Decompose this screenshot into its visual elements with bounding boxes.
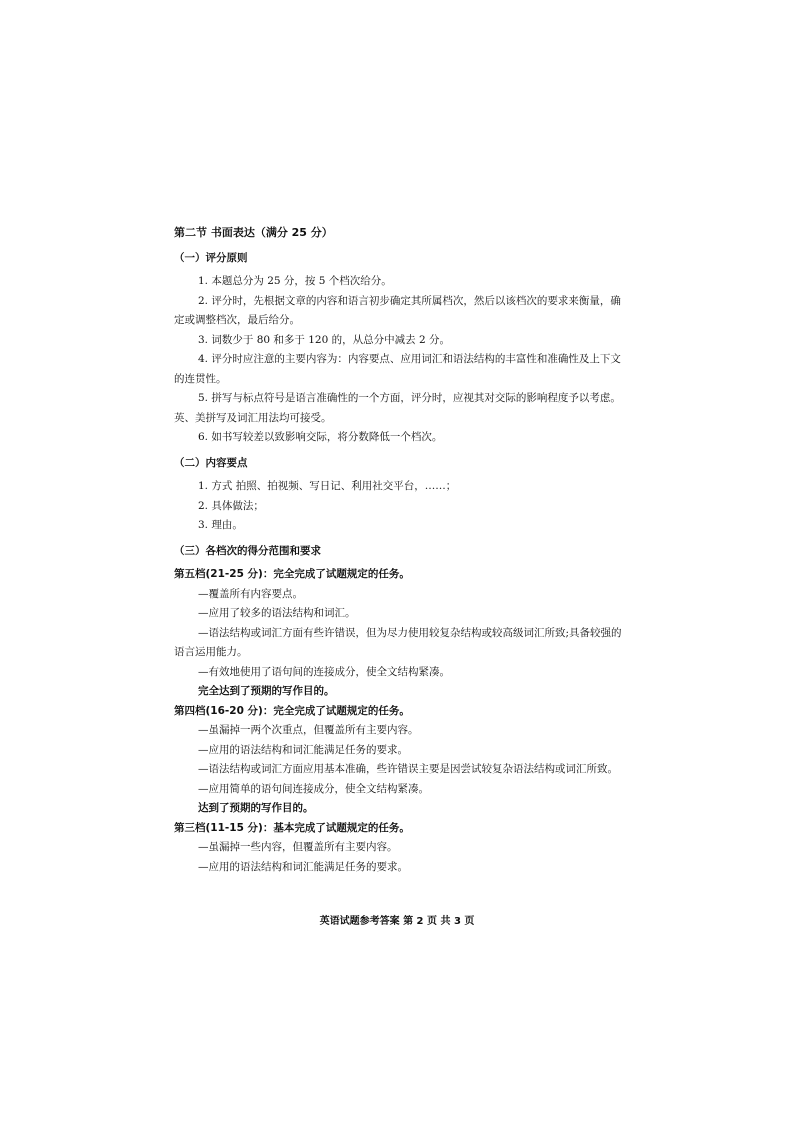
- grade4-title: 第四档(16-20 分)：完全完成了试题规定的任务。: [174, 704, 410, 717]
- grade3-title: 第三档(11-15 分)：基本完成了试题规定的任务。: [174, 821, 410, 834]
- grade4-conclusion: 达到了预期的写作目的。: [198, 802, 314, 814]
- part1-item-2: 2. 评分时，先根据文章的内容和语言初步确定其所属档次，然后以该档次的要求来衡量，确定或调整档次，最后给分。: [174, 294, 621, 326]
- document-body: [174, 223, 624, 877]
- part1-item-5: 5. 拼写与标点符号是语言准确性的一个方面，评分时，应视其对交际的影响程度予以考虑。英、美拼写及词汇用法均可接受。: [174, 392, 621, 424]
- grade3-item-1: —虽漏掉一些内容，但覆盖所有主要内容。: [198, 841, 398, 853]
- part1-item-4: 4. 评分时应注意的主要内容为：内容要点、应用词汇和语法结构的丰富性和准确性及上下文的连贯性。: [174, 353, 621, 385]
- grade4-item-4: —应用简单的语句间连接成分，使全文结构紧凑。: [198, 782, 429, 795]
- grade5-item-3: —语法结构或词汇方面有些许错误，但为尽力使用较复杂结构或较高级词汇所致;具备较强的语言运用能力。: [174, 626, 622, 658]
- grade5-item-2: —应用了较多的语法结构和词汇。: [198, 607, 356, 619]
- part1-heading: （一）评分原则: [174, 251, 248, 264]
- grade5-title: 第五档(21-25 分)：完全完成了试题规定的任务。: [174, 568, 410, 580]
- grade5-conclusion: 完全达到了预期的写作目的。: [198, 685, 335, 697]
- grade3-item-2: —应用的语法结构和词汇能满足任务的要求。: [198, 860, 408, 873]
- grade5-item-4: —有效地使用了语句间的连接成分，使全文结构紧凑。: [198, 665, 450, 678]
- part2-item-1: 1. 方式 拍照、拍视频、写日记、利用社交平台，……；: [198, 480, 457, 492]
- grade4-item-3: —语法结构或词汇方面应用基本准确，些许错误主要是因尝试较复杂语法结构或词汇所致。: [198, 763, 618, 775]
- page-footer: 英语试题参考答案 第 2 页 共 3 页: [319, 916, 475, 927]
- part2-item-3: 3. 理由。: [198, 519, 243, 531]
- section-title: 第二节 书面表达（满分 25 分）: [174, 226, 333, 239]
- part1-item-3: 3. 词数少于 80 和多于 120 的，从总分中减去 2 分。: [198, 333, 450, 346]
- grade4-item-1: —虽漏掉一两个次重点，但覆盖所有主要内容。: [198, 724, 419, 736]
- grade5-item-1: —覆盖所有内容要点。: [198, 587, 303, 600]
- part2-heading: （二）内容要点: [174, 456, 248, 469]
- part2-item-2: 2. 具体做法；: [198, 499, 264, 512]
- part1-item-1: 1. 本题总分为 25 分，按 5 个档次给分。: [198, 275, 392, 287]
- grade4-item-2: —应用的语法结构和词汇能满足任务的要求。: [198, 743, 408, 756]
- part1-item-6: 6. 如书写较差以致影响交际，将分数降低一个档次。: [198, 431, 443, 443]
- part3-heading: （三）各档次的得分范围和要求: [174, 544, 321, 557]
